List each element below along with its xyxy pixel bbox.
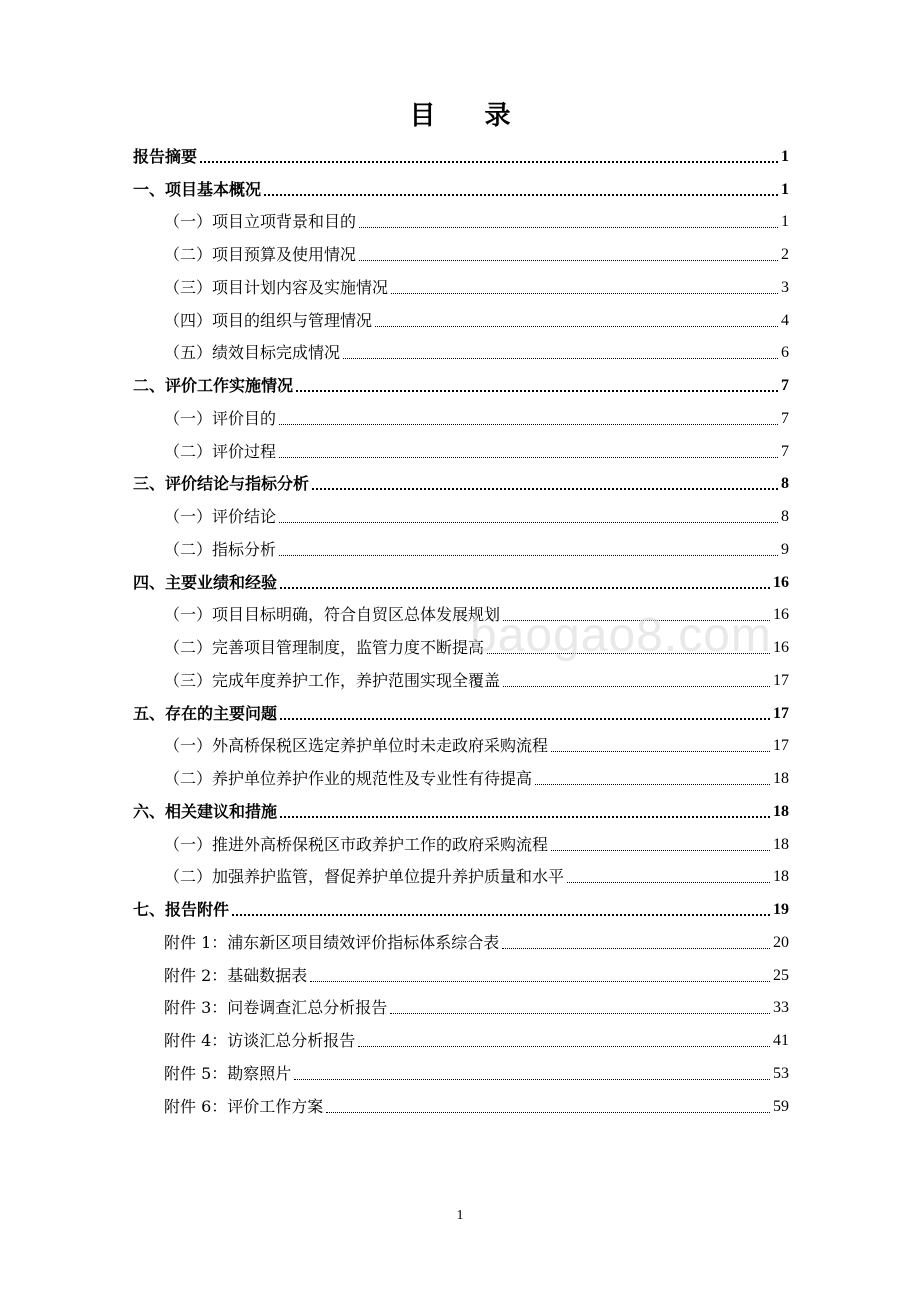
table-of-contents <box>133 138 789 1121</box>
toc-entry-page-number: 41 <box>773 1032 789 1049</box>
toc-entry-label: 附件 4：访谈汇总分析报告 <box>164 1031 356 1050</box>
toc-entry-label: 四、主要业绩和经验 <box>133 572 278 592</box>
toc-dot-leader <box>502 948 770 949</box>
toc-subsection-entry[interactable] <box>133 728 789 761</box>
toc-entry-page-number: 18 <box>773 770 789 787</box>
toc-entry-label: 六、相关建议和措施 <box>133 801 278 821</box>
toc-entry-label: （一）推进外高桥保税区市政养护工作的政府采购流程 <box>164 834 549 854</box>
toc-subsection-entry[interactable] <box>133 924 789 957</box>
toc-dot-leader <box>359 260 778 261</box>
toc-dot-leader <box>358 1046 770 1047</box>
toc-entry-label: 附件 5：勘察照片 <box>164 1063 292 1083</box>
toc-entry-page-number: 7 <box>781 409 789 427</box>
toc-subsection-entry[interactable] <box>133 400 789 433</box>
toc-entry-label: （一）评价结论 <box>164 507 277 526</box>
toc-dot-leader <box>343 358 778 359</box>
toc-subsection-entry[interactable] <box>133 204 789 237</box>
toc-dot-leader <box>279 522 778 523</box>
toc-subsection-entry[interactable] <box>133 662 789 695</box>
toc-dot-leader <box>294 1079 770 1080</box>
toc-dot-leader <box>280 718 770 720</box>
toc-entry-page-number: 17 <box>773 671 789 689</box>
toc-subsection-entry[interactable] <box>133 1022 789 1055</box>
toc-section-entry[interactable] <box>133 171 789 204</box>
toc-entry-label: （五）绩效目标完成情况 <box>164 343 341 363</box>
toc-entry-label: 报告摘要 <box>133 146 198 166</box>
toc-entry-page-number: 9 <box>781 540 789 558</box>
toc-entry-page-number: 18 <box>773 835 789 853</box>
toc-entry-label: （一）外高桥保税区选定养护单位时未走政府采购流程 <box>164 736 549 756</box>
toc-dot-leader <box>535 784 770 785</box>
toc-section-entry[interactable] <box>133 695 789 728</box>
toc-dot-leader <box>264 194 778 196</box>
toc-dot-leader <box>200 161 778 163</box>
toc-dot-leader <box>326 1112 770 1113</box>
toc-subsection-entry[interactable] <box>133 760 789 793</box>
toc-subsection-entry[interactable] <box>133 269 789 302</box>
toc-title: 目 录 <box>409 101 531 131</box>
toc-subsection-entry[interactable] <box>133 629 789 662</box>
toc-section-entry[interactable] <box>133 138 789 171</box>
toc-subsection-entry[interactable] <box>133 433 789 466</box>
toc-dot-leader <box>503 620 770 621</box>
toc-entry-page-number: 1 <box>781 213 789 231</box>
toc-entry-label: （二）项目预算及使用情况 <box>164 245 357 264</box>
toc-entry-label: （三）完成年度养护工作，养护范围实现全覆盖 <box>164 670 501 690</box>
toc-entry-label: （一）评价目的 <box>164 408 277 428</box>
toc-dot-leader <box>375 326 778 327</box>
toc-entry-page-number: 2 <box>781 246 789 263</box>
toc-entry-page-number: 16 <box>773 573 789 591</box>
toc-entry-page-number: 25 <box>773 966 789 984</box>
toc-dot-leader <box>359 227 778 228</box>
toc-entry-page-number: 18 <box>773 868 789 886</box>
page-number: 1 <box>456 1208 464 1223</box>
watermark: baogao8.com <box>470 609 772 662</box>
toc-entry-label: （二）指标分析 <box>164 539 277 559</box>
toc-subsection-entry[interactable] <box>133 236 789 269</box>
toc-entry-label: （二）加强养护监管，督促养护单位提升养护质量和水平 <box>164 867 565 887</box>
toc-entry-label: 附件 3：问卷调查汇总分析报告 <box>164 998 388 1018</box>
toc-entry-label: （四）项目的组织与管理情况 <box>164 310 373 330</box>
toc-entry-page-number: 16 <box>773 639 789 656</box>
toc-entry-page-number: 16 <box>773 606 789 624</box>
toc-entry-page-number: 20 <box>773 933 789 951</box>
toc-entry-label: 附件 1：浦东新区项目绩效评价指标体系综合表 <box>164 932 500 952</box>
toc-entry-label: 七、报告附件 <box>133 900 230 919</box>
toc-entry-label: （二）养护单位养护作业的规范性及专业性有待提高 <box>164 769 533 788</box>
toc-dot-leader <box>279 555 778 556</box>
toc-entry-page-number: 7 <box>781 377 789 394</box>
toc-entry-page-number: 59 <box>773 1097 789 1115</box>
toc-section-entry[interactable] <box>133 891 789 924</box>
toc-entry-label: 附件 6：评价工作方案 <box>164 1096 324 1116</box>
toc-entry-page-number: 53 <box>773 1064 789 1082</box>
toc-subsection-entry[interactable] <box>133 1055 789 1088</box>
toc-subsection-entry[interactable] <box>133 957 789 990</box>
toc-dot-leader <box>391 293 778 294</box>
toc-entry-page-number: 4 <box>781 311 789 329</box>
toc-dot-leader <box>310 981 770 982</box>
toc-subsection-entry[interactable] <box>133 335 789 368</box>
toc-entry-label: （一）项目目标明确，符合自贸区总体发展规划 <box>164 605 501 625</box>
toc-dot-leader <box>279 457 778 458</box>
toc-subsection-entry[interactable] <box>133 1088 789 1121</box>
toc-section-entry[interactable] <box>133 367 789 400</box>
toc-subsection-entry[interactable] <box>133 859 789 892</box>
toc-dot-leader <box>312 488 778 490</box>
toc-dot-leader <box>551 751 770 752</box>
toc-subsection-entry[interactable] <box>133 990 789 1023</box>
toc-subsection-entry[interactable] <box>133 597 789 630</box>
toc-entry-page-number: 18 <box>773 802 789 820</box>
toc-section-entry[interactable] <box>133 564 789 597</box>
toc-entry-label: （一）项目立项背景和目的 <box>164 212 357 232</box>
toc-dot-leader <box>503 686 770 687</box>
toc-dot-leader <box>390 1013 770 1014</box>
toc-entry-label: （二）评价过程 <box>164 441 277 461</box>
toc-entry-label: 五、存在的主要问题 <box>133 703 278 723</box>
toc-entry-label: 附件 2：基础数据表 <box>164 965 308 985</box>
toc-dot-leader <box>280 816 770 818</box>
toc-entry-label: （二）完善项目管理制度，监管力度不断提高 <box>164 638 485 657</box>
toc-subsection-entry[interactable] <box>133 531 789 564</box>
toc-subsection-entry[interactable] <box>133 302 789 335</box>
toc-subsection-entry[interactable] <box>133 498 789 531</box>
toc-entry-page-number: 6 <box>781 344 789 362</box>
toc-subsection-entry[interactable] <box>133 826 789 859</box>
toc-entry-page-number: 8 <box>781 508 789 525</box>
toc-section-entry[interactable] <box>133 793 789 826</box>
toc-dot-leader <box>280 587 770 589</box>
toc-entry-label: （三）项目计划内容及实施情况 <box>164 277 389 297</box>
toc-dot-leader <box>296 390 778 392</box>
toc-entry-page-number: 17 <box>773 704 789 722</box>
toc-dot-leader <box>279 424 778 425</box>
toc-entry-page-number: 19 <box>773 901 789 918</box>
toc-entry-label: 三、评价结论与指标分析 <box>133 474 310 494</box>
toc-entry-page-number: 8 <box>781 475 789 493</box>
toc-entry-page-number: 17 <box>773 737 789 755</box>
toc-dot-leader <box>487 653 770 654</box>
toc-dot-leader <box>551 850 770 851</box>
toc-section-entry[interactable] <box>133 466 789 499</box>
toc-dot-leader <box>232 914 770 916</box>
toc-entry-page-number: 3 <box>781 278 789 296</box>
toc-entry-label: 二、评价工作实施情况 <box>133 376 294 395</box>
toc-dot-leader <box>567 882 770 883</box>
toc-entry-page-number: 1 <box>781 147 789 165</box>
toc-entry-page-number: 7 <box>781 442 789 460</box>
toc-entry-label: 一、项目基本概况 <box>133 179 262 199</box>
toc-entry-page-number: 33 <box>773 999 789 1017</box>
toc-entry-page-number: 1 <box>781 180 789 198</box>
